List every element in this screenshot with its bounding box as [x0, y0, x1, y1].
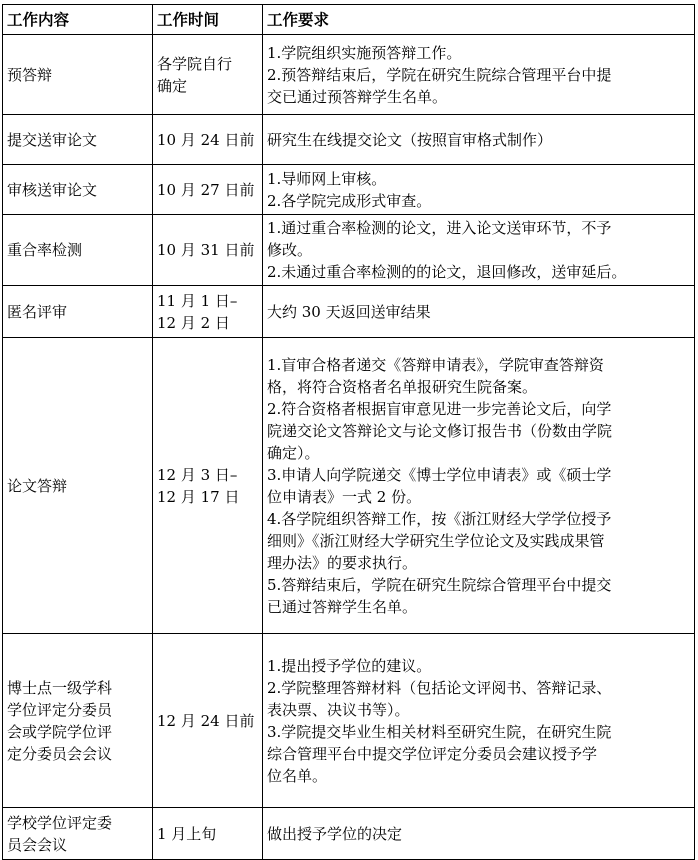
- requirements-cell: [263, 165, 695, 215]
- cell-line: 重合率检测: [7, 241, 83, 259]
- cell-line: 1.通过重合率检测的论文，进入论文送审环节，不予: [267, 219, 612, 237]
- cell-line: 12 月 17 日: [157, 487, 240, 506]
- task-cell: [3, 215, 153, 286]
- time-cell: [153, 215, 263, 286]
- cell-line: 各学院自行: [157, 54, 233, 73]
- cell-line: 提交送审论文: [7, 130, 98, 149]
- cell-line: 交已通过预答辩学生名单。: [267, 87, 448, 106]
- cell-line: 1.导师网上审核。: [267, 169, 387, 188]
- cell-line: 会或学院学位评: [7, 722, 113, 741]
- header-task: 工作内容: [3, 5, 153, 35]
- cell-line: 1.提出授予学位的建议。: [267, 656, 432, 675]
- time-cell: [153, 286, 263, 338]
- cell-line: 匿名评审: [7, 302, 68, 321]
- task-cell: [3, 35, 153, 115]
- cell-line: 位名单。: [267, 766, 328, 785]
- time-cell: [153, 338, 263, 634]
- requirements-cell: [263, 634, 695, 808]
- table-row: [3, 165, 695, 215]
- table-row: [3, 808, 695, 860]
- cell-line: 综合管理平台中提交学位评定分委员会建议授予学: [267, 744, 598, 763]
- cell-line: 3.申请人向学院递交《博士学位申请表》或《硕士学: [267, 465, 612, 484]
- requirements-cell: [263, 286, 695, 338]
- task-cell: [3, 115, 153, 165]
- time-cell: [153, 165, 263, 215]
- requirements-cell: [263, 338, 695, 634]
- cell-line: 表决票、决议书等）。: [267, 700, 410, 719]
- cell-line: 4.各学院组织答辩工作，按《浙江财经大学学位授予: [267, 509, 612, 528]
- header-requirements: 工作要求: [263, 5, 695, 35]
- requirements-cell: [263, 215, 695, 286]
- requirements-cell: [263, 35, 695, 115]
- cell-line: 1 月上旬: [157, 824, 217, 843]
- cell-line: 预答辩: [7, 65, 53, 84]
- cell-line: 12 月 2 日: [157, 313, 230, 332]
- time-cell: [153, 35, 263, 115]
- task-cell: [3, 338, 153, 634]
- cell-line: 10 月 31 日前: [157, 241, 255, 259]
- cell-line: 位申请表》一式 2 份。: [267, 487, 422, 506]
- cell-line: 定分委员会会议: [7, 744, 113, 763]
- table-row: [3, 215, 695, 286]
- cell-line: 2.符合资格者根据盲审意见进一步完善论文后，向学: [267, 399, 612, 418]
- task-cell: [3, 286, 153, 338]
- cell-line: 审核送审论文: [7, 180, 98, 199]
- cell-line: 2.各学院完成形式审查。: [267, 191, 432, 210]
- table-header-row: [3, 5, 695, 35]
- cell-line: 12 月 3 日–: [157, 465, 238, 484]
- cell-line: 3.学院提交毕业生相关材料至研究生院，在研究生院: [267, 722, 612, 741]
- cell-line: 员会会议: [7, 835, 68, 854]
- cell-line: 2.预答辩结束后，学院在研究生院综合管理平台中提: [267, 65, 612, 84]
- cell-line: 12 月 24 日前: [157, 711, 255, 730]
- task-cell: [3, 808, 153, 860]
- cell-line: 学位评定分委员: [7, 700, 113, 719]
- task-cell: [3, 634, 153, 808]
- table-row: [3, 338, 695, 634]
- cell-line: 已通过答辩学生名单。: [267, 597, 418, 616]
- cell-line: 10 月 24 日前: [157, 130, 255, 149]
- cell-line: 修改。: [267, 241, 313, 259]
- requirements-cell: [263, 808, 695, 860]
- cell-line: 学校学位评定委: [7, 813, 113, 832]
- cell-line: 院递交论文答辩论文与论文修订报告书（份数由学院: [267, 421, 613, 440]
- cell-line: 确定）。: [267, 443, 320, 462]
- task-cell: [3, 165, 153, 215]
- cell-line: 细则》《浙江财经大学研究生学位论文及实践成果管: [267, 531, 605, 550]
- cell-line: 2.未通过重合率检测的的论文，退回修改，送审延后。: [267, 263, 627, 281]
- cell-line: 研究生在线提交论文（按照盲审格式制作）: [267, 130, 553, 149]
- table-row: [3, 35, 695, 115]
- time-cell: [153, 115, 263, 165]
- schedule-table: [2, 4, 695, 860]
- requirements-cell: [263, 115, 695, 165]
- cell-line: 确定: [157, 76, 188, 95]
- cell-line: 11 月 1 日–: [157, 291, 238, 310]
- table-row: [3, 634, 695, 808]
- header-time: 工作时间: [153, 5, 263, 35]
- cell-line: 理办法》的要求执行。: [267, 553, 418, 572]
- cell-line: 2.学院整理答辩材料（包括论文评阅书、答辩记录、: [267, 678, 612, 697]
- cell-line: 论文答辩: [7, 476, 68, 495]
- cell-line: 1.学院组织实施预答辩工作。: [267, 43, 462, 62]
- cell-line: 10 月 27 日前: [157, 180, 255, 199]
- table-row: [3, 115, 695, 165]
- cell-line: 博士点一级学科: [7, 678, 113, 697]
- cell-line: 1.盲审合格者递交《答辩申请表》，学院审查答辩资: [267, 355, 604, 374]
- cell-line: 格，将符合资格者名单报研究生院备案。: [267, 377, 538, 396]
- table-row: [3, 286, 695, 338]
- time-cell: [153, 634, 263, 808]
- cell-line: 做出授予学位的决定: [267, 824, 403, 843]
- time-cell: [153, 808, 263, 860]
- cell-line: 大约 30 天返回送审结果: [267, 302, 431, 321]
- cell-line: 5.答辩结束后，学院在研究生院综合管理平台中提交: [267, 575, 612, 594]
